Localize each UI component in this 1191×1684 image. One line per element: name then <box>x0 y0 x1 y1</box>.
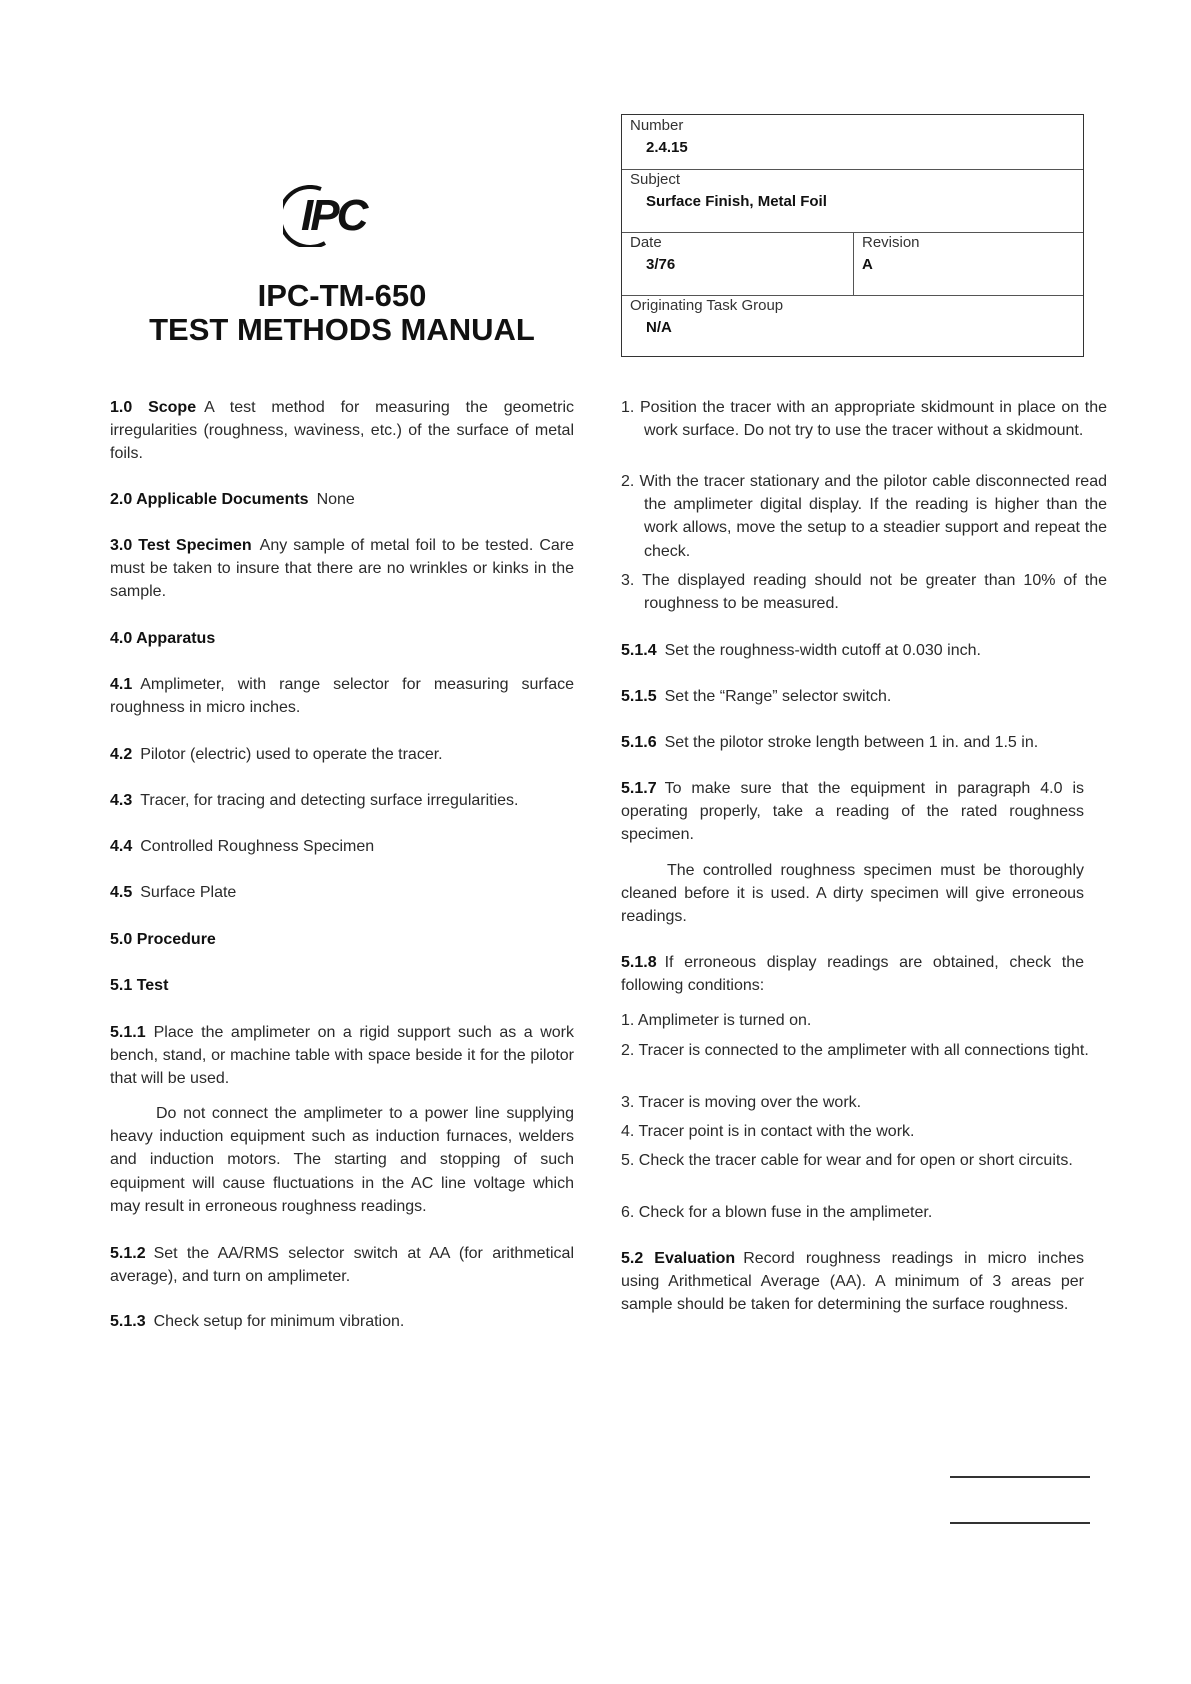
paragraph-text: To make sure that the equipment in paragraph 4.0 is operating properly, take a reading of the rated roughness specimen. <box>621 780 1084 844</box>
paragraph-text: Check setup for minimum vibration. <box>153 1313 405 1330</box>
paragraph <box>110 396 574 466</box>
paragraph <box>621 685 1084 708</box>
paragraph-text: If erroneous display readings are obtained, check the following conditions: <box>621 954 1084 995</box>
paragraph-text: 2. With the tracer stationary and the pilotor cable disconnected read the amplimeter digital display. If the reading is higher than the work allows, move the setup to a steadier support and repeat the check. <box>621 473 1107 560</box>
section-heading: 4.4 <box>110 838 133 855</box>
paragraph-text: Tracer, for tracing and detecting surface irregularities. <box>140 792 519 809</box>
paragraph-text: 1. Amplimeter is turned on. <box>621 1012 812 1029</box>
list-item <box>621 1149 1107 1172</box>
paragraph <box>110 881 574 904</box>
section-heading: 5.1.8 <box>621 954 657 971</box>
subject-label: Subject <box>630 171 681 188</box>
paragraph-text: 1. Position the tracer with an appropriate skidmount in place on the work surface. Do not try to use the tracer without a skidmount. <box>621 399 1107 440</box>
section-heading: 4.1 <box>110 676 133 693</box>
paragraph <box>621 731 1084 754</box>
paragraph-text: Set the pilotor stroke length between 1 in. and 1.5 in. <box>664 734 1039 751</box>
revision-label: Revision <box>862 234 920 251</box>
list-item <box>621 470 1107 563</box>
paragraph-text: The controlled roughness specimen must be thoroughly cleaned before it is used. A dirty specimen will give erroneous readings. <box>621 862 1084 926</box>
date-label: Date <box>630 234 662 251</box>
paragraph-text: Any sample of metal foil to be tested. Care must be taken to insure that there are no wrinkles or kinks in the sample. <box>110 537 575 601</box>
section-heading: 5.1.4 <box>621 642 657 659</box>
paragraph-text: A test method for measuring the geometric irregularities (roughness, waviness, etc.) of the surface of metal foils. <box>110 399 575 463</box>
group-value: N/A <box>646 319 672 336</box>
subject-value: Surface Finish, Metal Foil <box>646 193 827 210</box>
paragraph <box>110 673 574 719</box>
section-heading: 5.1.5 <box>621 688 657 705</box>
paragraph-text: Record roughness readings in micro inches using Arithmetical Average (AA). A minimum of 3 areas per sample should be taken for determining the surface roughness. <box>621 1250 1085 1314</box>
paragraph-text: 3. The displayed reading should not be greater than 10% of the roughness to be measured. <box>621 572 1107 613</box>
group-label: Originating Task Group <box>630 297 784 314</box>
paragraph-text: 5. Check the tracer cable for wear and for open or short circuits. <box>621 1152 1073 1169</box>
paragraph-text: Surface Plate <box>140 884 237 901</box>
section-heading: 4.5 <box>110 884 133 901</box>
list-item <box>621 1039 1107 1062</box>
section-heading: 3.0 Test Specimen <box>110 537 252 554</box>
revision-value: A <box>862 256 873 273</box>
paragraph <box>621 639 1084 662</box>
section-heading: 4.2 <box>110 746 133 763</box>
list-item <box>621 1120 1107 1143</box>
section-heading: 5.1 Test <box>110 977 169 994</box>
manual-title: TEST METHODS MANUAL <box>149 312 535 347</box>
section-heading: 5.0 Procedure <box>110 931 216 948</box>
date-value: 3/76 <box>646 256 676 273</box>
paragraph <box>110 534 574 604</box>
paragraph-text: 3. Tracer is moving over the work. <box>621 1094 862 1111</box>
paragraph <box>110 1242 574 1288</box>
paragraph <box>110 835 574 858</box>
signature-line <box>950 1522 1090 1524</box>
section-heading: 5.1.3 <box>110 1313 146 1330</box>
section-heading: 5.1.6 <box>621 734 657 751</box>
paragraph-text: Place the amplimeter on a rigid support such as a work bench, stand, or machine table with space beside it for the pilotor that will be used. <box>110 1024 574 1088</box>
section-heading: 5.1.7 <box>621 780 657 797</box>
section-heading: 5.1.1 <box>110 1024 146 1041</box>
list-item <box>621 1201 1107 1224</box>
paragraph-text: Set the roughness-width cutoff at 0.030 inch. <box>664 642 981 659</box>
paragraph <box>110 1021 574 1091</box>
paragraph <box>621 859 1084 929</box>
number-label: Number <box>630 117 684 134</box>
paragraph <box>110 743 574 766</box>
section-heading: 5.1.2 <box>110 1245 146 1262</box>
paragraph <box>110 928 574 951</box>
paragraph-text: 2. Tracer is connected to the amplimeter with all connections tight. <box>621 1042 1089 1059</box>
section-heading: 2.0 Applicable Documents <box>110 491 309 508</box>
list-item <box>621 1009 1107 1032</box>
paragraph-text: 6. Check for a blown fuse in the amplimeter. <box>621 1204 933 1221</box>
section-heading: 5.2 Evaluation <box>621 1250 736 1267</box>
section-heading: 4.0 Apparatus <box>110 630 216 647</box>
ipc-logo <box>283 185 393 247</box>
document-info-table <box>621 114 1084 357</box>
paragraph-text: Controlled Roughness Specimen <box>140 838 375 855</box>
paragraph-text: Set the AA/RMS selector switch at AA (for arithmetical average), and turn on amplimeter. <box>110 1245 574 1286</box>
paragraph <box>621 951 1084 997</box>
paragraph-text: Pilotor (electric) used to operate the tracer. <box>140 746 443 763</box>
paragraph-text: 4. Tracer point is in contact with the work. <box>621 1123 915 1140</box>
section-heading: 4.3 <box>110 792 133 809</box>
paragraph <box>621 777 1084 847</box>
manual-id: IPC-TM-650 <box>257 278 427 313</box>
list-item <box>621 1091 1107 1114</box>
list-item <box>621 396 1107 442</box>
paragraph-text: None <box>316 491 355 508</box>
list-item <box>621 569 1107 615</box>
paragraph <box>110 1102 574 1218</box>
paragraph-text: Set the “Range” selector switch. <box>664 688 892 705</box>
section-heading: 1.0 Scope <box>110 399 197 416</box>
paragraph <box>110 974 574 997</box>
number-value: 2.4.15 <box>646 139 688 156</box>
logo-text: IPC <box>301 191 366 240</box>
paragraph <box>621 1247 1084 1317</box>
paragraph-text: Amplimeter, with range selector for measuring surface roughness in micro inches. <box>110 676 574 717</box>
paragraph-text: Do not connect the amplimeter to a power line supplying heavy induction equipment such as induction furnaces, welders and induction motors. The starting and stopping of such equipment will cause fluctuations in the AC line voltage which may result in erroneous roughness readings. <box>110 1105 574 1215</box>
paragraph <box>110 1310 574 1333</box>
paragraph <box>110 627 574 650</box>
signature-line <box>950 1476 1090 1478</box>
paragraph <box>110 789 574 812</box>
paragraph <box>110 488 574 511</box>
